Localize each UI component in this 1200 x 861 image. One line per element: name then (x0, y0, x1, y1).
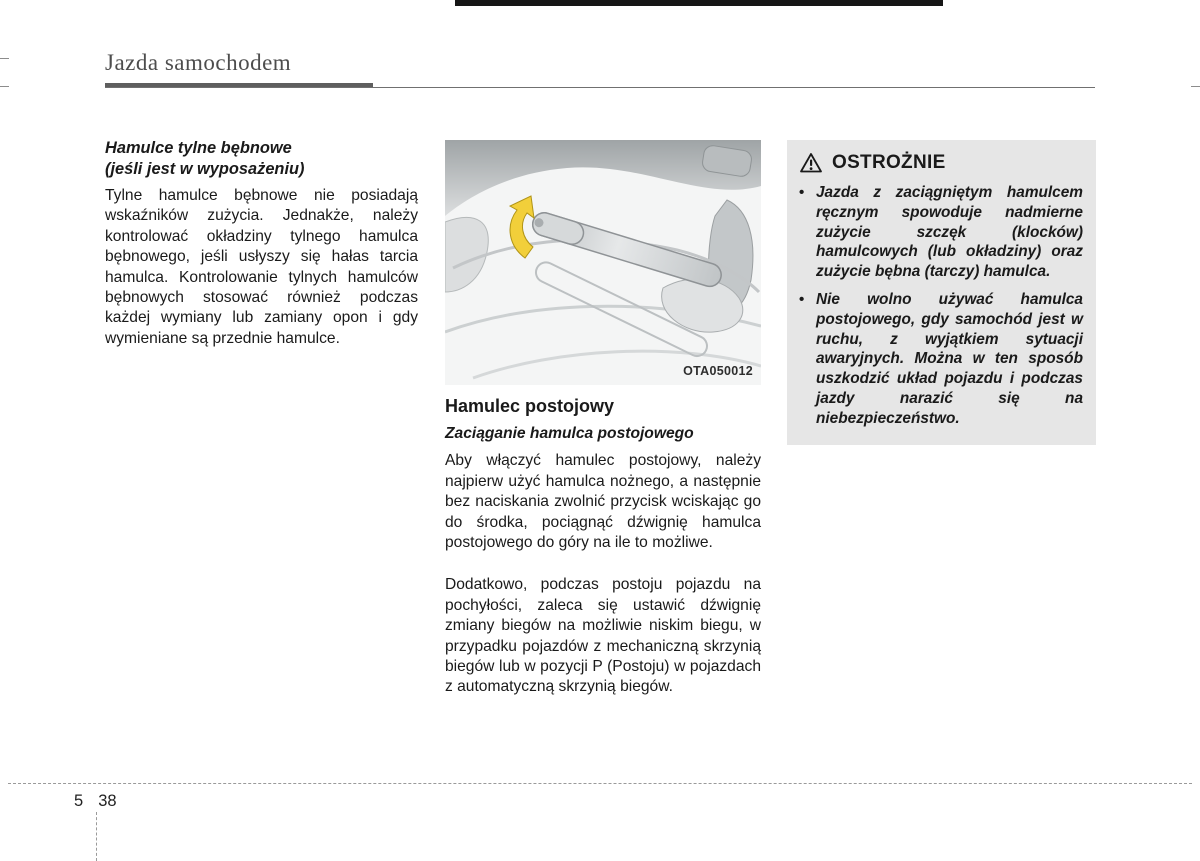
bullet-marker: • (799, 290, 805, 308)
page-title: Jazda samochodem (105, 50, 292, 75)
page-number-value: 38 (98, 792, 117, 810)
crop-tick-left-upper (0, 58, 9, 59)
print-registration-bar (455, 0, 943, 6)
warning-icon (799, 152, 823, 174)
section-heading-line2: (jeśli jest w wyposażeniu) (105, 160, 305, 178)
parking-brake-heading: Hamulec postojowy (445, 396, 615, 416)
footer-dashed-rule (8, 783, 1192, 784)
bullet-marker: • (799, 184, 805, 201)
caution-item-text-2: Nie wolno używać hamulca postojowego, gdy samochód jest w ruchu, z wyjątkiem sytuacji awaryjnych. Można w ten sposób uszkodzić układ pojazdu i podczas jazdy narazić się na niebezpieczeństwo. (816, 290, 1083, 427)
crop-tick-right (1191, 86, 1200, 87)
header-rule-thin (105, 87, 1095, 88)
caution-title-row (799, 152, 1083, 174)
middle-column (445, 140, 761, 698)
drum-brakes-paragraph: Tylne hamulce bębnowe nie posiadają wskaźników zużycia. Jednakże, należy kontrolować okładziny tylnego hamulca bębnowego, jeśli usłyszy się hałas tarcia hamulca. Kontrolowanie tylnych hamulców bębnowych stosować również podczas każdej wymiany lub zamiany opon i gdy wymieniane są przednie hamulce. (105, 187, 418, 347)
caution-title: OSTROŻNIE (832, 152, 946, 173)
section-heading-line1: Hamulce tylne bębnowe (105, 139, 292, 157)
section-heading-drum-brakes (105, 138, 418, 180)
parking-brake-paragraph-1: Aby włączyć hamulec postojowy, należy najpierw użyć hamulca nożnego, a następnie bez naciskania zwolnić przycisk wciskając go do środka, pociągnąć dźwignię hamulca postojowego do góry na ile to możliwe. (445, 452, 761, 552)
caution-box (787, 140, 1096, 445)
footer-vertical-dash (96, 812, 97, 861)
caution-item (799, 183, 1083, 282)
section-number: 5 (74, 792, 84, 810)
crop-tick-left-lower (0, 86, 9, 87)
figure-caption: OTA050012 (683, 363, 753, 378)
parking-brake-figure (445, 140, 761, 385)
page-number (74, 792, 117, 811)
caution-item (799, 290, 1083, 429)
parking-brake-illustration (445, 140, 761, 385)
caution-item-text-1: Jazda z zaciągniętym hamulcem ręcznym spowoduje nadmierne zużycie szczęk (klocków) hamulcowych (lub okładziny) oraz zużycie bębna (tarczy) hamulca. (816, 184, 1083, 281)
left-column (105, 138, 418, 349)
parking-brake-paragraph-2: Dodatkowo, podczas postoju pojazdu na pochyłości, zaleca się ustawić dźwignię zmiany biegów na możliwie niskim biegu, w przypadku pojazdów z mechaniczną skrzynią biegów lub w pozycji P (Postoju) w pojazdach z automatyczną skrzynią biegów. (445, 576, 761, 696)
applying-parking-brake-subheading: Zaciąganie hamulca postojowego (445, 425, 694, 442)
